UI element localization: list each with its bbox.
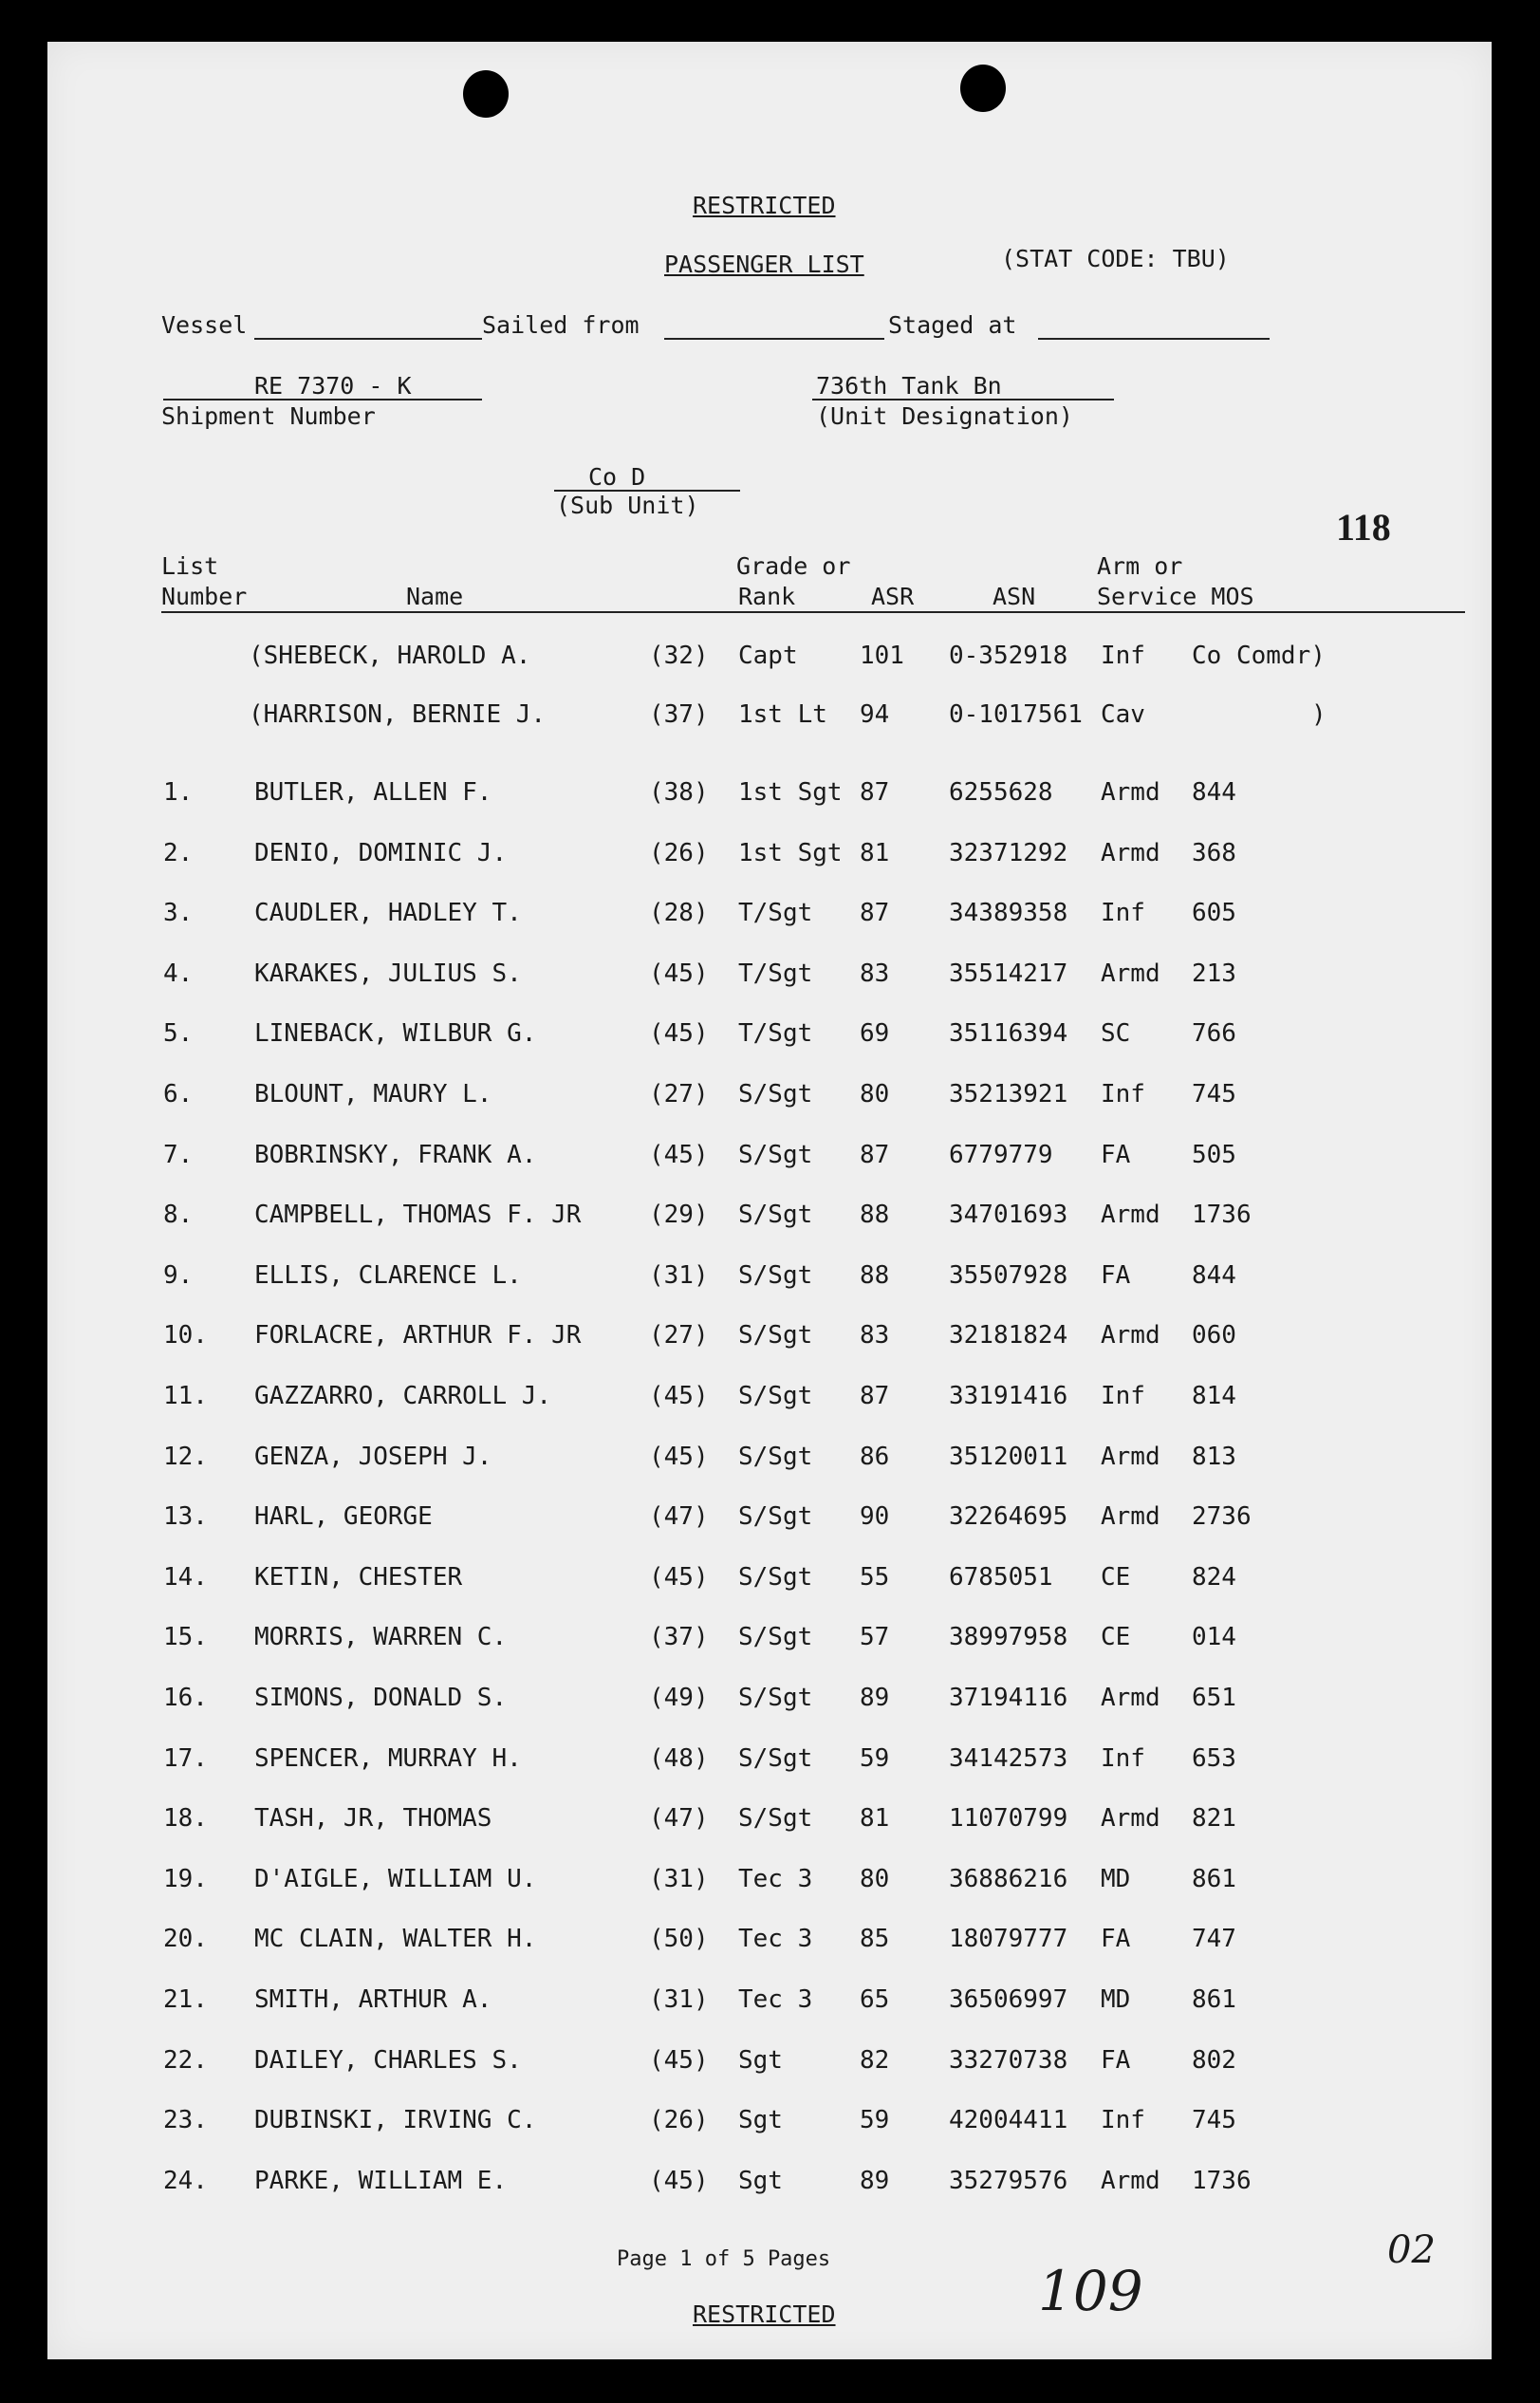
- passenger-grade: T/Sgt: [738, 1019, 813, 1048]
- unit-label: (Unit Designation): [816, 402, 1073, 430]
- passenger-grade: S/Sgt: [738, 1623, 813, 1651]
- passenger-grade: S/Sgt: [738, 1684, 813, 1712]
- passenger-name: SMITH, ARTHUR A.: [254, 1985, 492, 2014]
- passenger-name: CAMPBELL, THOMAS F. JR: [254, 1201, 582, 1229]
- passenger-asr: 83: [860, 1321, 890, 1350]
- passenger-arm: Inf: [1101, 2106, 1145, 2134]
- passenger-asn: 32371292: [949, 839, 1068, 867]
- passenger-mos: 861: [1192, 1985, 1236, 2014]
- passenger-mos: 605: [1192, 899, 1236, 927]
- passenger-grade: Sgt: [738, 2046, 783, 2075]
- officer-age: (37): [649, 700, 709, 729]
- passenger-asr: 80: [860, 1865, 890, 1893]
- passenger-asr: 85: [860, 1925, 890, 1953]
- passenger-asn: 35120011: [949, 1443, 1068, 1471]
- passenger-asr: 55: [860, 1563, 890, 1592]
- list-number: 1.: [163, 778, 194, 807]
- passenger-asr: 81: [860, 839, 890, 867]
- passenger-arm: Armd: [1101, 1201, 1160, 1229]
- passenger-grade: Tec 3: [738, 1985, 813, 2014]
- officer-asr: 94: [860, 700, 890, 729]
- passenger-mos: 821: [1192, 1804, 1236, 1833]
- passenger-arm: MD: [1101, 1985, 1131, 2014]
- list-number: 12.: [163, 1443, 208, 1471]
- passenger-asr: 88: [860, 1261, 890, 1290]
- passenger-age: (26): [649, 839, 709, 867]
- passenger-mos: 766: [1192, 1019, 1236, 1048]
- passenger-grade: S/Sgt: [738, 1804, 813, 1833]
- list-number: 17.: [163, 1744, 208, 1773]
- passenger-age: (38): [649, 778, 709, 807]
- passenger-asn: 11070799: [949, 1804, 1068, 1833]
- passenger-age: (47): [649, 1502, 709, 1531]
- passenger-age: (45): [649, 1382, 709, 1410]
- passenger-name: KETIN, CHESTER: [254, 1563, 463, 1592]
- passenger-age: (45): [649, 1443, 709, 1471]
- passenger-mos: 014: [1192, 1623, 1236, 1651]
- passenger-grade: S/Sgt: [738, 1744, 813, 1773]
- list-number: 21.: [163, 1985, 208, 2014]
- officer-arm: Inf: [1101, 642, 1145, 670]
- passenger-name: KARAKES, JULIUS S.: [254, 959, 522, 988]
- col-name: Name: [406, 583, 464, 610]
- passenger-arm: Armd: [1101, 839, 1160, 867]
- passenger-asn: 36506997: [949, 1985, 1068, 2014]
- passenger-asr: 59: [860, 1744, 890, 1773]
- page-indicator: Page 1 of 5 Pages: [617, 2247, 831, 2271]
- passenger-asn: 6255628: [949, 778, 1053, 807]
- passenger-name: MORRIS, WARREN C.: [254, 1623, 508, 1651]
- passenger-asr: 87: [860, 1141, 890, 1169]
- passenger-asn: 35507928: [949, 1261, 1068, 1290]
- passenger-grade: T/Sgt: [738, 959, 813, 988]
- passenger-asr: 81: [860, 1804, 890, 1833]
- unit-designation: 736th Tank Bn: [816, 372, 1002, 400]
- list-number: 10.: [163, 1321, 208, 1350]
- passenger-asn: 42004411: [949, 2106, 1068, 2134]
- passenger-mos: 861: [1192, 1865, 1236, 1893]
- passenger-name: FORLACRE, ARTHUR F. JR: [254, 1321, 582, 1350]
- passenger-mos: 1736: [1192, 1201, 1252, 1229]
- col-grade-or: Grade or: [736, 552, 851, 580]
- passenger-mos: 505: [1192, 1141, 1236, 1169]
- passenger-grade: S/Sgt: [738, 1443, 813, 1471]
- sub-unit-label: (Sub Unit): [556, 492, 699, 519]
- passenger-mos: 745: [1192, 1080, 1236, 1108]
- passenger-age: (37): [649, 1623, 709, 1651]
- passenger-arm: MD: [1101, 1865, 1131, 1893]
- passenger-name: DAILEY, CHARLES S.: [254, 2046, 522, 2075]
- passenger-name: BLOUNT, MAURY L.: [254, 1080, 492, 1108]
- officer-name: (HARRISON, BERNIE J.: [249, 700, 547, 729]
- passenger-age: (29): [649, 1201, 709, 1229]
- passenger-name: TASH, JR, THOMAS: [254, 1804, 492, 1833]
- list-number: 20.: [163, 1925, 208, 1953]
- passenger-mos: 060: [1192, 1321, 1236, 1350]
- passenger-name: PARKE, WILLIAM E.: [254, 2167, 508, 2195]
- passenger-grade: S/Sgt: [738, 1563, 813, 1592]
- passenger-name: GAZZARRO, CARROLL J.: [254, 1382, 552, 1410]
- col-asn: ASN: [993, 583, 1036, 610]
- passenger-arm: Inf: [1101, 1744, 1145, 1773]
- document-page: [47, 42, 1492, 2359]
- passenger-asn: 34389358: [949, 899, 1068, 927]
- passenger-age: (45): [649, 2046, 709, 2075]
- list-number: 3.: [163, 899, 194, 927]
- passenger-asr: 59: [860, 2106, 890, 2134]
- passenger-age: (45): [649, 959, 709, 988]
- passenger-age: (47): [649, 1804, 709, 1833]
- passenger-mos: 651: [1192, 1684, 1236, 1712]
- punch-hole-left: [463, 70, 509, 118]
- passenger-arm: FA: [1101, 1261, 1131, 1290]
- passenger-asn: 6779779: [949, 1141, 1053, 1169]
- passenger-age: (45): [649, 1019, 709, 1048]
- passenger-asn: 6785051: [949, 1563, 1053, 1592]
- classification-bottom: RESTRICTED: [693, 2301, 836, 2328]
- passenger-age: (27): [649, 1321, 709, 1350]
- passenger-asn: 34142573: [949, 1744, 1068, 1773]
- page-count: 118: [1336, 506, 1391, 549]
- passenger-arm: Inf: [1101, 1080, 1145, 1108]
- passenger-age: (31): [649, 1865, 709, 1893]
- passenger-arm: SC: [1101, 1019, 1131, 1048]
- passenger-arm: Armd: [1101, 778, 1160, 807]
- passenger-arm: Armd: [1101, 1321, 1160, 1350]
- passenger-mos: 213: [1192, 959, 1236, 988]
- passenger-grade: S/Sgt: [738, 1502, 813, 1531]
- list-number: 8.: [163, 1201, 194, 1229]
- passenger-age: (28): [649, 899, 709, 927]
- passenger-name: MC CLAIN, WALTER H.: [254, 1925, 537, 1953]
- list-number: 4.: [163, 959, 194, 988]
- list-number: 7.: [163, 1141, 194, 1169]
- passenger-grade: Sgt: [738, 2167, 783, 2195]
- officer-mos: ): [1311, 700, 1327, 729]
- passenger-age: (45): [649, 1141, 709, 1169]
- list-number: 19.: [163, 1865, 208, 1893]
- passenger-grade: 1st Sgt: [738, 839, 843, 867]
- passenger-asn: 37194116: [949, 1684, 1068, 1712]
- passenger-mos: 802: [1192, 2046, 1236, 2075]
- staged-at-label: Staged at: [888, 311, 1017, 339]
- passenger-grade: Sgt: [738, 2106, 783, 2134]
- passenger-asr: 82: [860, 2046, 890, 2075]
- passenger-mos: 844: [1192, 1261, 1236, 1290]
- passenger-mos: 814: [1192, 1382, 1236, 1410]
- vessel-blank: [254, 338, 482, 340]
- passenger-mos: 813: [1192, 1443, 1236, 1471]
- passenger-age: (50): [649, 1925, 709, 1953]
- col-service-mos: Service MOS: [1097, 583, 1254, 610]
- passenger-asr: 88: [860, 1201, 890, 1229]
- passenger-age: (31): [649, 1985, 709, 2014]
- document-title: PASSENGER LIST: [664, 251, 864, 278]
- passenger-grade: T/Sgt: [738, 899, 813, 927]
- sub-unit: Co D: [588, 463, 646, 491]
- passenger-grade: S/Sgt: [738, 1201, 813, 1229]
- passenger-asn: 33191416: [949, 1382, 1068, 1410]
- passenger-mos: 745: [1192, 2106, 1236, 2134]
- list-number: 24.: [163, 2167, 208, 2195]
- list-number: 14.: [163, 1563, 208, 1592]
- list-number: 6.: [163, 1080, 194, 1108]
- passenger-arm: Armd: [1101, 1502, 1160, 1531]
- passenger-asn: 36886216: [949, 1865, 1068, 1893]
- staged-at-blank: [1038, 338, 1270, 340]
- col-list: List: [161, 552, 219, 580]
- list-number: 2.: [163, 839, 194, 867]
- passenger-asr: 87: [860, 1382, 890, 1410]
- passenger-name: BUTLER, ALLEN F.: [254, 778, 492, 807]
- passenger-asn: 38997958: [949, 1623, 1068, 1651]
- passenger-arm: FA: [1101, 1925, 1131, 1953]
- list-number: 23.: [163, 2106, 208, 2134]
- passenger-asn: 35514217: [949, 959, 1068, 988]
- officer-name: (SHEBECK, HAROLD A.: [249, 642, 531, 670]
- officer-mos: Co Comdr): [1192, 642, 1326, 670]
- list-number: 22.: [163, 2046, 208, 2075]
- passenger-asn: 32264695: [949, 1502, 1068, 1531]
- officer-grade: 1st Lt: [738, 700, 827, 729]
- passenger-grade: S/Sgt: [738, 1080, 813, 1108]
- list-number: 18.: [163, 1804, 208, 1833]
- passenger-mos: 824: [1192, 1563, 1236, 1592]
- passenger-name: DUBINSKI, IRVING C.: [254, 2106, 537, 2134]
- passenger-asn: 35116394: [949, 1019, 1068, 1048]
- passenger-name: SIMONS, DONALD S.: [254, 1684, 508, 1712]
- passenger-grade: S/Sgt: [738, 1382, 813, 1410]
- passenger-name: SPENCER, MURRAY H.: [254, 1744, 522, 1773]
- passenger-asr: 80: [860, 1080, 890, 1108]
- passenger-age: (26): [649, 2106, 709, 2134]
- passenger-asr: 89: [860, 2167, 890, 2195]
- list-number: 15.: [163, 1623, 208, 1651]
- list-number: 13.: [163, 1502, 208, 1531]
- sailed-from-blank: [664, 338, 884, 340]
- officer-asn: 0-1017561: [949, 700, 1083, 729]
- passenger-age: (31): [649, 1261, 709, 1290]
- handwritten-number: 109: [1038, 2259, 1143, 2323]
- passenger-arm: FA: [1101, 1141, 1131, 1169]
- passenger-name: CAUDLER, HADLEY T.: [254, 899, 522, 927]
- passenger-arm: CE: [1101, 1563, 1131, 1592]
- passenger-arm: Armd: [1101, 2167, 1160, 2195]
- col-arm-or: Arm or: [1097, 552, 1183, 580]
- passenger-mos: 844: [1192, 778, 1236, 807]
- punch-hole-right: [960, 65, 1006, 112]
- shipment-number: RE 7370 - K: [254, 372, 412, 400]
- passenger-asn: 33270738: [949, 2046, 1068, 2075]
- passenger-asr: 65: [860, 1985, 890, 2014]
- header-rule: [161, 611, 1465, 613]
- list-number: 11.: [163, 1382, 208, 1410]
- sailed-from-label: Sailed from: [482, 311, 640, 339]
- passenger-grade: 1st Sgt: [738, 778, 843, 807]
- vessel-label: Vessel: [161, 311, 248, 339]
- passenger-name: LINEBACK, WILBUR G.: [254, 1019, 537, 1048]
- passenger-asr: 86: [860, 1443, 890, 1471]
- list-number: 5.: [163, 1019, 194, 1048]
- passenger-mos: 368: [1192, 839, 1236, 867]
- passenger-asr: 87: [860, 899, 890, 927]
- passenger-arm: FA: [1101, 2046, 1131, 2075]
- list-number: 16.: [163, 1684, 208, 1712]
- officer-arm: Cav: [1101, 700, 1145, 729]
- passenger-age: (45): [649, 2167, 709, 2195]
- shipment-label: Shipment Number: [161, 402, 376, 430]
- passenger-asr: 83: [860, 959, 890, 988]
- passenger-asn: 34701693: [949, 1201, 1068, 1229]
- corner-mark: 02: [1387, 2228, 1436, 2272]
- passenger-grade: S/Sgt: [738, 1321, 813, 1350]
- passenger-arm: Armd: [1101, 1684, 1160, 1712]
- col-asr: ASR: [871, 583, 915, 610]
- passenger-asn: 18079777: [949, 1925, 1068, 1953]
- col-number: Number: [161, 583, 248, 610]
- passenger-mos: 747: [1192, 1925, 1236, 1953]
- passenger-age: (48): [649, 1744, 709, 1773]
- passenger-mos: 653: [1192, 1744, 1236, 1773]
- passenger-name: GENZA, JOSEPH J.: [254, 1443, 492, 1471]
- list-number: 9.: [163, 1261, 194, 1290]
- passenger-name: ELLIS, CLARENCE L.: [254, 1261, 522, 1290]
- passenger-mos: 2736: [1192, 1502, 1252, 1531]
- stat-code: (STAT CODE: TBU): [1001, 245, 1230, 272]
- passenger-grade: S/Sgt: [738, 1141, 813, 1169]
- passenger-asr: 89: [860, 1684, 890, 1712]
- passenger-arm: Armd: [1101, 1443, 1160, 1471]
- passenger-age: (49): [649, 1684, 709, 1712]
- passenger-arm: Armd: [1101, 1804, 1160, 1833]
- passenger-arm: Armd: [1101, 959, 1160, 988]
- officer-age: (32): [649, 642, 709, 670]
- classification-top: RESTRICTED: [693, 192, 836, 219]
- passenger-grade: S/Sgt: [738, 1261, 813, 1290]
- passenger-asr: 69: [860, 1019, 890, 1048]
- officer-asr: 101: [860, 642, 904, 670]
- passenger-asn: 32181824: [949, 1321, 1068, 1350]
- passenger-age: (45): [649, 1563, 709, 1592]
- passenger-asn: 35213921: [949, 1080, 1068, 1108]
- officer-grade: Capt: [738, 642, 798, 670]
- passenger-name: HARL, GEORGE: [254, 1502, 433, 1531]
- passenger-asn: 35279576: [949, 2167, 1068, 2195]
- passenger-asr: 87: [860, 778, 890, 807]
- passenger-grade: Tec 3: [738, 1925, 813, 1953]
- passenger-asr: 57: [860, 1623, 890, 1651]
- passenger-name: D'AIGLE, WILLIAM U.: [254, 1865, 537, 1893]
- passenger-arm: CE: [1101, 1623, 1131, 1651]
- passenger-mos: 1736: [1192, 2167, 1252, 2195]
- passenger-arm: Inf: [1101, 1382, 1145, 1410]
- passenger-arm: Inf: [1101, 899, 1145, 927]
- passenger-asr: 90: [860, 1502, 890, 1531]
- officer-asn: 0-352918: [949, 642, 1068, 670]
- passenger-grade: Tec 3: [738, 1865, 813, 1893]
- passenger-name: BOBRINSKY, FRANK A.: [254, 1141, 537, 1169]
- passenger-age: (27): [649, 1080, 709, 1108]
- passenger-name: DENIO, DOMINIC J.: [254, 839, 508, 867]
- col-rank: Rank: [738, 583, 796, 610]
